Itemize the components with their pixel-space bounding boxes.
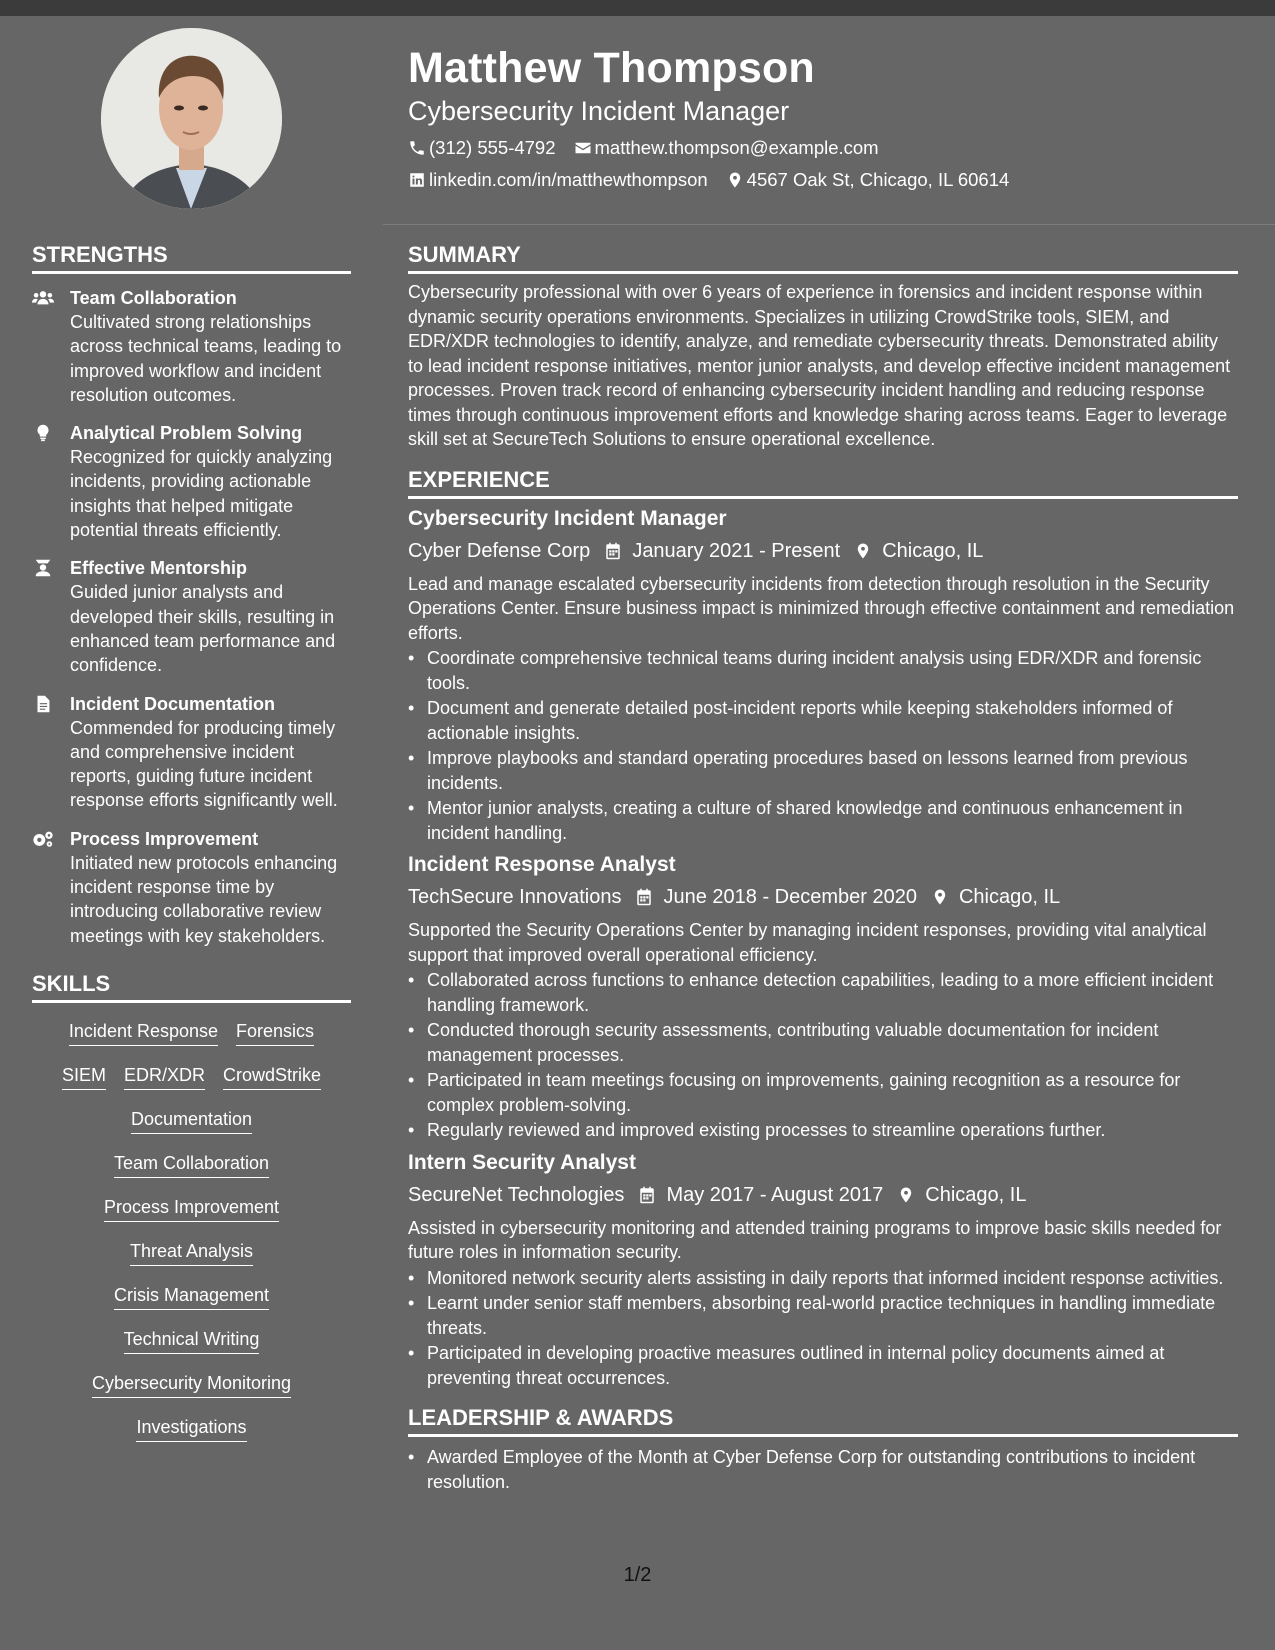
job-entry — [408, 1149, 1238, 1391]
calendar-icon — [604, 542, 622, 560]
skills-heading: SKILLS — [32, 970, 351, 1003]
users-icon — [32, 289, 54, 307]
strength-description: Initiated new protocols enhancing incident response time by introducing collaborative review meetings with key stakeholders. — [70, 852, 338, 946]
strength-title: Process Improvement — [70, 828, 259, 849]
lightbulb-icon — [32, 424, 54, 442]
job-bullets — [408, 968, 1238, 1143]
skill-tag: EDR/XDR — [124, 1063, 205, 1090]
job-dates: June 2018 - December 2020 — [663, 886, 917, 908]
mentor-icon — [32, 559, 54, 577]
job-meta — [408, 1182, 1238, 1208]
skill-tag: Crisis Management — [114, 1283, 269, 1310]
job-company: SecureNet Technologies — [408, 1183, 625, 1206]
job-description: Supported the Security Operations Center by managing incident responses, providing vital analytical support that improved overall operational efficiency. — [408, 920, 1207, 965]
job-title: Cybersecurity Incident Manager — [408, 506, 727, 530]
email-text: matthew.thompson@example.com — [594, 137, 879, 158]
bullet-item: • Participated in developing proactive measures outlined in internal policy documents aimed at preventing threat occurrences. — [408, 1341, 1238, 1390]
page-number: 1/2 — [623, 1564, 652, 1586]
header-divider — [383, 224, 1275, 225]
skill-tag: Incident Response — [69, 1019, 218, 1046]
location-pin-icon — [931, 888, 949, 906]
strength-title: Analytical Problem Solving — [70, 423, 303, 444]
linkedin-contact[interactable] — [408, 168, 708, 192]
job-dates: May 2017 - August 2017 — [666, 1183, 884, 1206]
job-entry — [408, 851, 1238, 1143]
email-icon — [574, 139, 592, 157]
phone-contact[interactable] — [408, 136, 556, 160]
job-location: Chicago, IL — [958, 886, 1061, 908]
candidate-title: Cybersecurity Incident Manager — [408, 96, 790, 126]
skill-tag: Cybersecurity Monitoring — [92, 1371, 291, 1398]
job-location: Chicago, IL — [925, 1183, 1027, 1206]
skill-tag: SIEM — [62, 1063, 106, 1090]
strength-description: Commended for producing timely and comprehensive incident reports, guiding future incident response efforts significantly well. — [70, 717, 338, 811]
strength-item — [32, 692, 351, 813]
strength-description: Cultivated strong relationships across technical teams, leading to improved workflow and incident resolution outcomes. — [70, 312, 342, 405]
bullet-item: • Improve playbooks and standard operating procedures based on lessons learned from previous incidents. — [408, 746, 1238, 795]
strength-description: Recognized for quickly analyzing incidents, providing actionable insights that helped mitigate potential threats efficiently. — [70, 447, 333, 541]
bullet-item: • Document and generate detailed post-incident reports while keeping stakeholders informed of actionable insights. — [408, 696, 1238, 745]
portrait-image — [101, 28, 282, 209]
calendar-icon — [638, 1186, 656, 1204]
job-company: TechSecure Innovations — [408, 886, 622, 908]
resume-header — [408, 42, 1228, 192]
address-contact — [726, 168, 1010, 192]
awards-list — [408, 1445, 1238, 1494]
job-entry — [408, 505, 1238, 846]
candidate-name: Matthew Thompson — [408, 44, 815, 92]
job-bullets — [408, 646, 1238, 845]
job-title: Incident Response Analyst — [408, 853, 676, 876]
contact-row-2 — [408, 168, 1228, 192]
address-text: 4567 Oak St, Chicago, IL 60614 — [746, 169, 1010, 190]
strength-title: Effective Mentorship — [70, 558, 248, 579]
right-column — [408, 241, 1238, 1494]
skill-tag: Process Improvement — [104, 1195, 279, 1222]
bullet-item: • Regularly reviewed and improved existing processes to streamline operations further. — [408, 1118, 1238, 1143]
gears-icon — [32, 830, 54, 848]
job-location: Chicago, IL — [882, 539, 984, 562]
document-icon — [32, 695, 54, 713]
calendar-icon — [635, 888, 653, 906]
job-meta — [408, 884, 1238, 910]
skill-tag: Investigations — [136, 1415, 246, 1442]
linkedin-icon — [408, 171, 426, 189]
job-title: Intern Security Analyst — [408, 1150, 636, 1174]
job-bullets — [408, 1266, 1238, 1391]
location-pin-icon — [854, 542, 872, 560]
strength-item — [32, 286, 351, 407]
job-company: Cyber Defense Corp — [408, 539, 591, 562]
bullet-item: • Coordinate comprehensive technical teams during incident analysis using EDR/XDR and forensic tools. — [408, 646, 1238, 695]
strength-description: Guided junior analysts and developed their skills, resulting in enhanced team performance and confidence. — [70, 582, 336, 676]
experience-heading: EXPERIENCE — [408, 466, 1238, 499]
location-pin-icon — [726, 171, 744, 189]
skills-list — [32, 1019, 351, 1459]
awards-heading: LEADERSHIP & AWARDS — [408, 1404, 1238, 1437]
skill-tag: Documentation — [131, 1107, 252, 1134]
bullet-item: • Mentor junior analysts, creating a culture of shared knowledge and continuous enhancement in incident handling. — [408, 796, 1238, 845]
bullet-item: • Learnt under senior staff members, absorbing real-world practice techniques in handling immediate threats. — [408, 1291, 1238, 1340]
resume-page — [0, 16, 1275, 1650]
bullet-item: • Participated in team meetings focusing on improvements, gaining recognition as a resource for complex problem-solving. — [408, 1068, 1238, 1117]
strengths-list — [32, 286, 351, 948]
phone-icon — [408, 139, 426, 157]
linkedin-text: linkedin.com/in/matthewthompson — [429, 169, 708, 190]
strengths-heading: STRENGTHS — [32, 241, 351, 274]
top-bar — [0, 0, 1275, 16]
job-dates: January 2021 - Present — [632, 539, 841, 562]
skill-tag: CrowdStrike — [223, 1063, 321, 1090]
strength-item — [32, 421, 351, 542]
strength-title: Team Collaboration — [70, 288, 237, 308]
job-meta — [408, 538, 1238, 564]
bullet-item: • Collaborated across functions to enhance detection capabilities, leading to a more efficient incident handling framework. — [408, 968, 1238, 1017]
summary-text: Cybersecurity professional with over 6 years of experience in forensics and incident response within dynamic security operations environments. Specializes in utilizing CrowdStrike tools, SIEM, and EDR/XDR technologies to identify, analyze, and remediate cybersecurity threats. Demonstrated ability to lead incident response initiatives, mentor junior analysts, and develop effective incident management processes. Proven track record of enhancing cybersecurity incident handling and reducing response times through continuous improvement efforts and knowledge sharing across teams. Eager to leverage skill set at SecureTech Solutions to ensure operational excellence. — [408, 282, 1231, 449]
strength-item — [32, 556, 351, 677]
location-pin-icon — [897, 1186, 915, 1204]
skill-tag: Technical Writing — [124, 1327, 260, 1354]
job-description: Lead and manage escalated cybersecurity incidents from detection through resolution in the Security Operations Center. Ensure business impact is minimized through effective containment and remediation efforts. — [408, 573, 1235, 643]
bullet-item: • Conducted thorough security assessments, contributing valuable documentation for incident management processes. — [408, 1018, 1238, 1067]
strength-title: Incident Documentation — [70, 693, 276, 714]
job-description: Assisted in cybersecurity monitoring and attended training programs to improve basic skills needed for future roles in information security. — [408, 1217, 1222, 1262]
award-item: • Awarded Employee of the Month at Cyber Defense Corp for outstanding contributions to incident resolution. — [408, 1445, 1238, 1494]
skill-tag: Team Collaboration — [114, 1151, 269, 1178]
skill-tag: Forensics — [236, 1019, 314, 1046]
summary-heading: SUMMARY — [408, 241, 1238, 274]
profile-photo — [101, 28, 282, 209]
phone-text: (312) 555-4792 — [429, 137, 556, 158]
strength-item — [32, 827, 351, 948]
email-contact[interactable] — [574, 136, 879, 160]
left-column — [32, 241, 351, 1459]
skill-tag: Threat Analysis — [130, 1239, 253, 1266]
contact-row-1 — [408, 136, 1228, 160]
bullet-item: • Monitored network security alerts assisting in daily reports that informed incident response activities. — [408, 1266, 1238, 1291]
